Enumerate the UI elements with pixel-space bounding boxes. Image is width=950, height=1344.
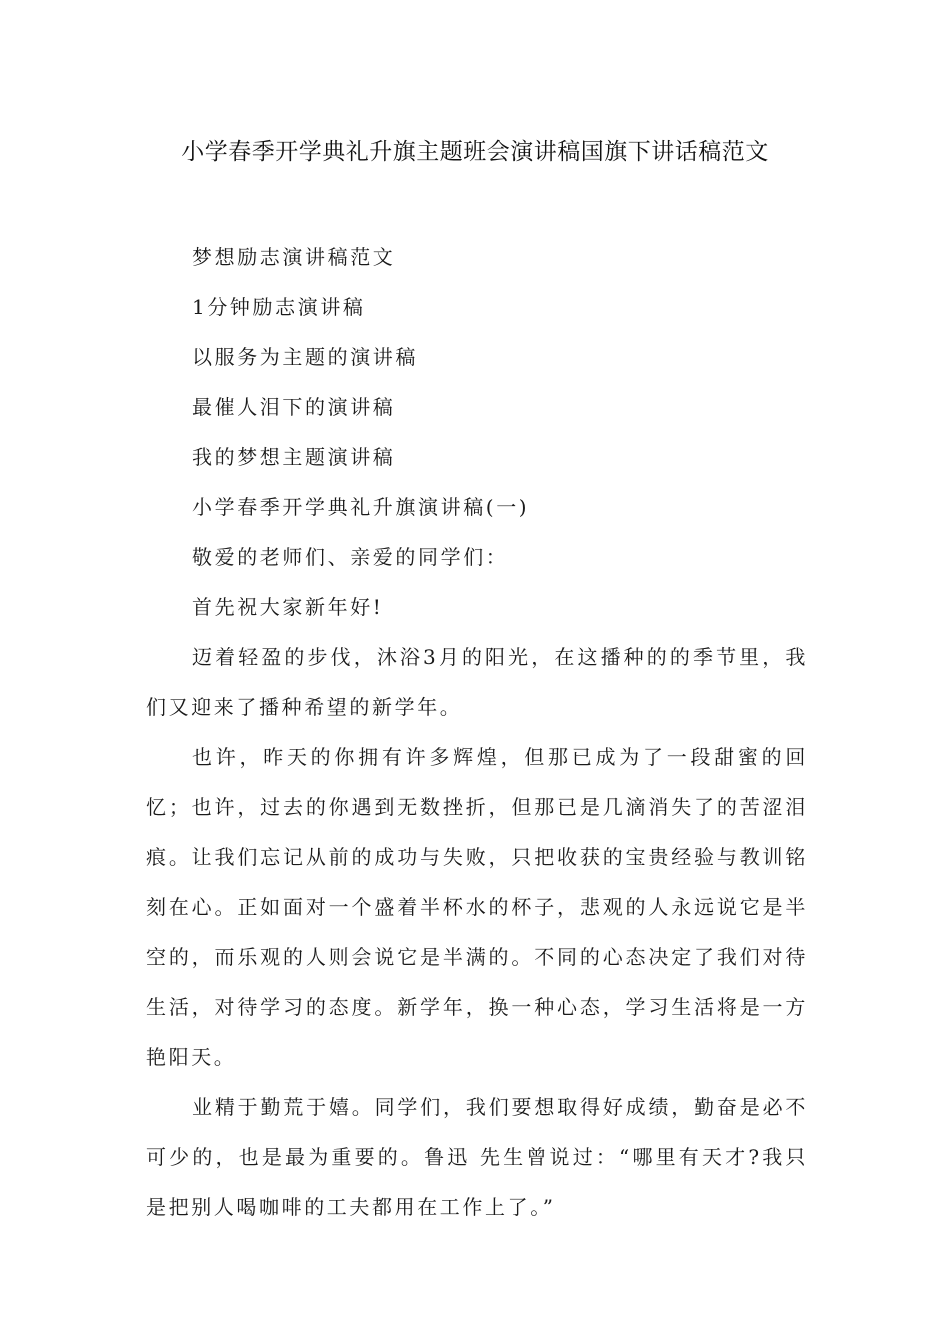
list-item: 我的梦想主题演讲稿 — [192, 445, 396, 469]
list-item: 最催人泪下的演讲稿 — [192, 395, 396, 419]
body-paragraph: 迈着轻盈的步伐，沐浴3月的阳光，在这播种的的季节里，我们又迎来了播种希望的新学年。 — [146, 645, 808, 719]
body-paragraph: 业精于勤荒于嬉。同学们，我们要想取得好成绩，勤奋是必不可少的，也是最为重要的。鲁迅 先生曾说过：“哪里有天才?我只是把别人喝咖啡的工夫都用在工作上了。” — [146, 1095, 808, 1219]
salutation: 敬爱的老师们、亲爱的同学们： — [192, 545, 509, 569]
section-heading: 小学春季开学典礼升旗演讲稿(一) — [192, 495, 530, 519]
list-item: 1分钟励志演讲稿 — [192, 295, 366, 319]
greeting: 首先祝大家新年好! — [192, 595, 384, 619]
document-title: 小学春季开学典礼升旗主题班会演讲稿国旗下讲话稿范文 — [181, 139, 769, 165]
list-item: 以服务为主题的演讲稿 — [192, 345, 418, 369]
body-paragraph: 也许，昨天的你拥有许多辉煌，但那已成为了一段甜蜜的回忆；也许，过去的你遇到无数挫折，但那已是几滴消失了的苦涩泪痕。让我们忘记从前的成功与失败，只把收获的宝贵经验与教训铭刻在心。正如面对一个盛着半杯水的杯子，悲观的人永远说它是半空的，而乐观的人则会说它是半满的。不同的心态决定了我们对待生活，对待学习的态度。新学年，换一种心态，学习生活将是一方艳阳天。 — [146, 745, 808, 1069]
list-item: 梦想励志演讲稿范文 — [192, 245, 396, 269]
document-body — [146, 232, 808, 1232]
